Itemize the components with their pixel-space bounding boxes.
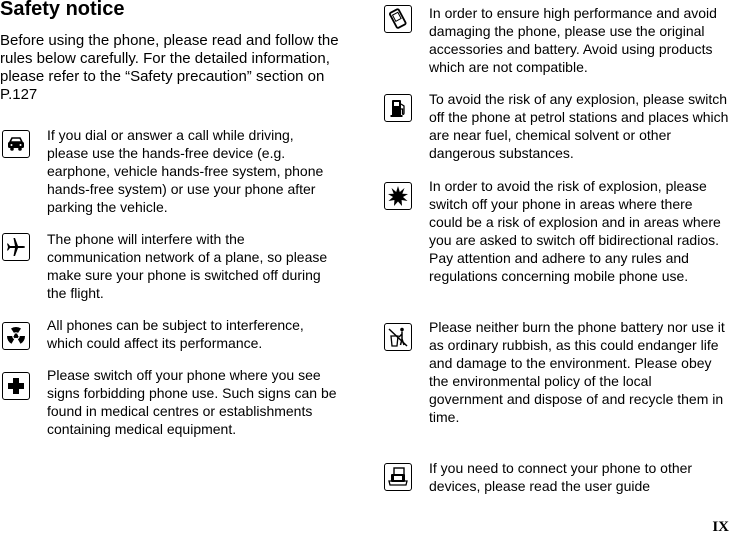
device-connection-icon [384,463,412,491]
notice-explosion: In order to avoid the risk of explosion, please switch off your phone in areas where there could be a risk of explosion and in areas where you are asked to switch off bidirectional radios. Pay attention and adhere to any rules and regulations concerning mobile phone use. [429,178,721,284]
medical-cross-icon [2,372,30,400]
notice-fuel: To avoid the risk of any explosion, please switch off the phone at petrol stations and places which are near fuel, chemical solvent or other dangerous substances. [429,91,729,161]
notice-device-connection: If you need to connect your phone to other devices, please read the user guide [429,460,693,494]
fuel-pump-icon [384,94,412,122]
recycle-bin-icon [384,323,412,351]
airplane-icon [2,233,30,261]
intro-paragraph: Before using the phone, please read and follow the rules below carefully. For the detailed information, please refer to the “Safety precaution” section on P.127 [0,32,339,103]
notice-battery-disposal: Please neither burn the phone battery nor use it as ordinary rubbish, as this could endanger life and damage to the environment. Please obey the environmental policy of the local government and dispose of and recycle them in time. [429,319,725,425]
notice-interference: All phones can be subject to interference, which could affect its performance. [47,317,304,351]
notice-accessories: In order to ensure high performance and avoid damaging the phone, please use the original accessories and battery. Avoid using products which are not compatible. [429,5,717,75]
page-title: Safety notice [0,0,125,20]
radiation-icon [2,322,30,350]
explosion-icon [384,182,412,210]
notice-medical: Please switch off your phone where you see signs forbidding phone use. Such signs can be found in medical centres or establishments containing medical equipment. [47,367,337,437]
notice-flight: The phone will interfere with the communication network of a plane, so please make sure your phone is switched off during the flight. [47,231,328,301]
phone-accessory-icon [384,5,412,33]
car-icon [2,130,30,158]
page-number: IX [712,519,729,535]
notice-driving: If you dial or answer a call while driving, please use the hands-free device (e.g. earphone, vehicle hands-free system, phone hands-free system) or use your phone after parking the vehicle. [47,127,324,215]
